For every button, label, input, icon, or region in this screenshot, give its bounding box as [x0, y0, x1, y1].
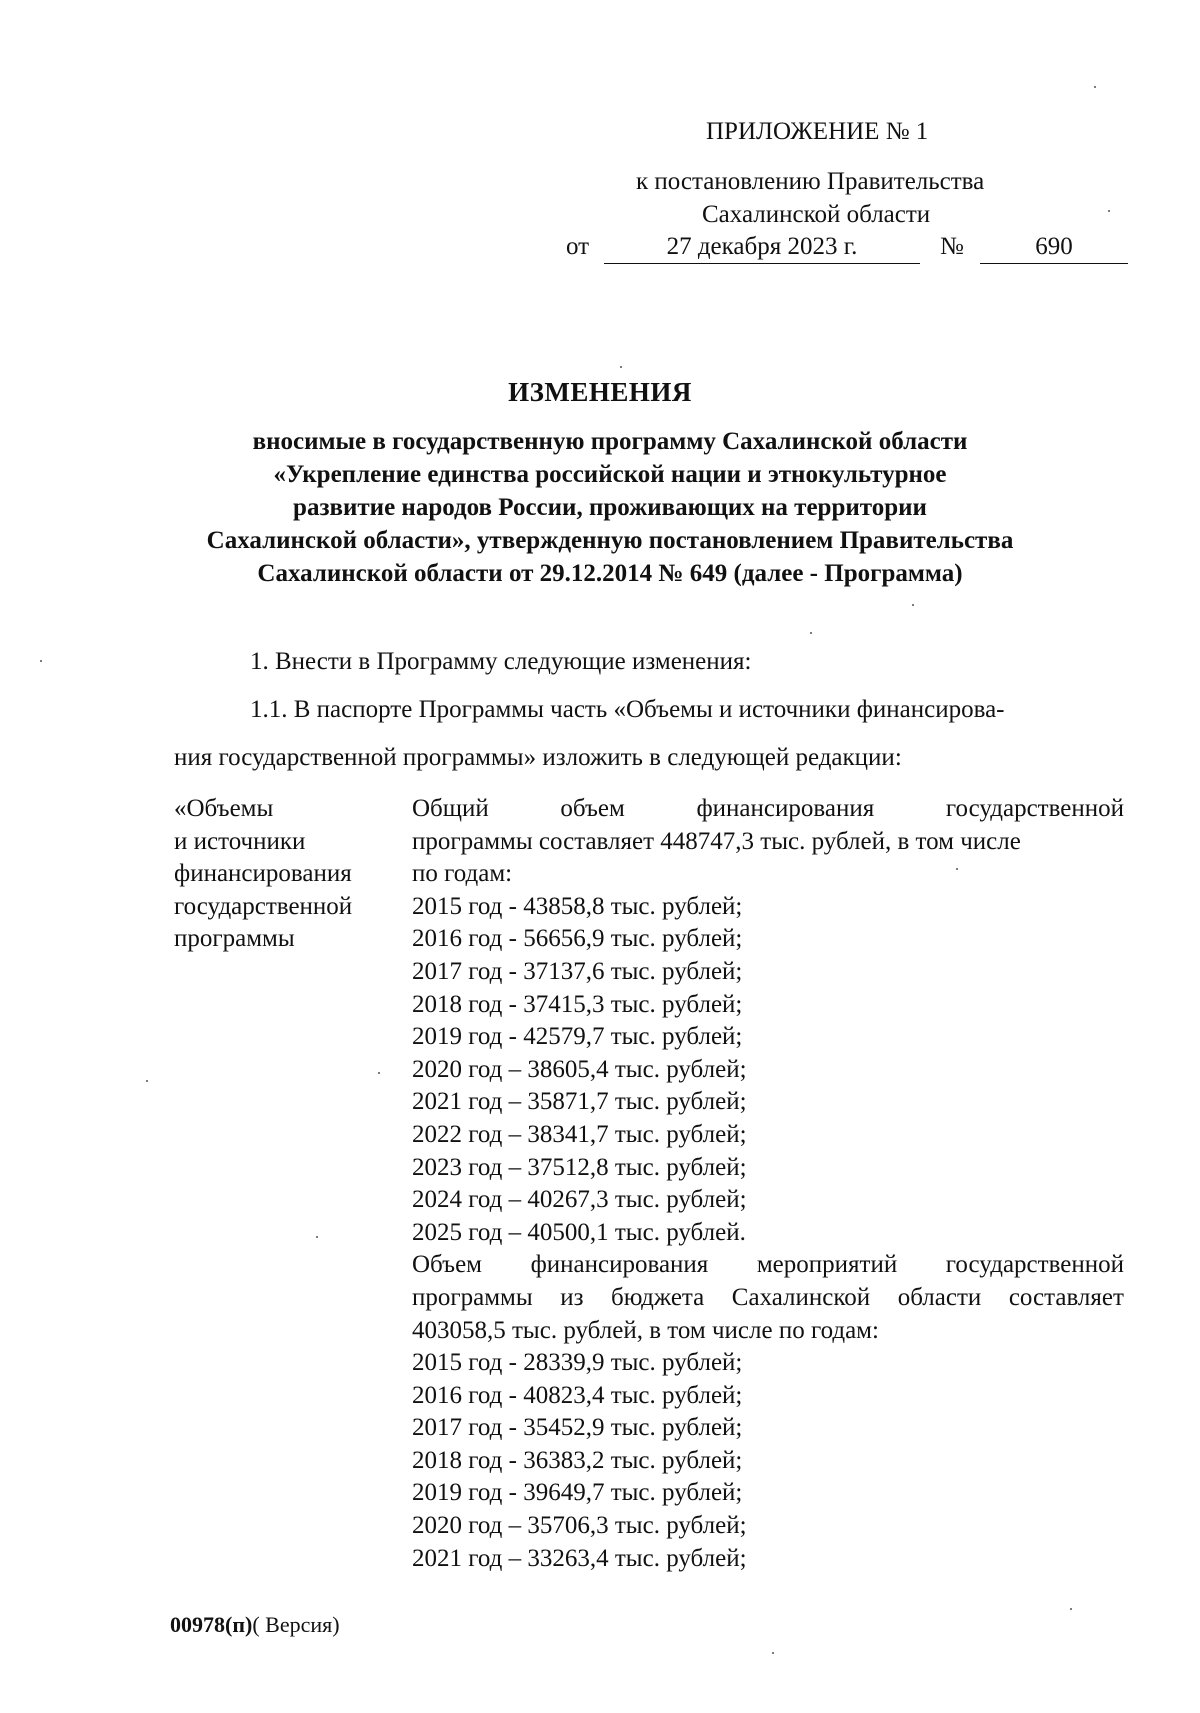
document-subtitle	[140, 425, 1080, 590]
resolution-date: 27 декабря 2023 г.	[604, 233, 920, 264]
total-by-year-list	[412, 891, 1124, 1250]
scan-speck	[1094, 86, 1096, 88]
scan-speck	[316, 1236, 318, 1238]
word: из	[560, 1283, 584, 1311]
word: Сахалинской	[731, 1283, 871, 1311]
year-funding-line: 2021 год – 35871,7 тыс. рублей;	[412, 1088, 747, 1116]
resolution-date-row	[566, 233, 1128, 267]
scan-speck	[1108, 210, 1110, 212]
year-funding-line: 2019 год - 42579,7 тыс. рублей;	[412, 1023, 743, 1051]
word: области	[897, 1283, 982, 1311]
number-prefix: №	[940, 233, 964, 260]
year-funding-line: 2018 год - 37415,3 тыс. рублей;	[412, 990, 743, 1018]
word: государственной	[945, 1251, 1124, 1279]
passport-value	[412, 793, 1124, 1575]
scan-speck	[40, 660, 42, 662]
year-regional-funding-line: 2021 год – 33263,4 тыс. рублей;	[412, 1544, 747, 1572]
year-regional-funding-line: 2015 год - 28339,9 тыс. рублей;	[412, 1349, 743, 1377]
label-line: программы	[174, 925, 295, 953]
year-funding-line: 2024 год – 40267,3 тыс. рублей;	[412, 1186, 747, 1214]
word: мероприятий	[756, 1251, 898, 1279]
total-intro-line	[412, 793, 1124, 826]
year-regional-funding-line: 2019 год - 39649,7 тыс. рублей;	[412, 1479, 743, 1507]
year-funding-line: 2020 год – 38605,4 тыс. рублей;	[412, 1055, 747, 1083]
word: государственной	[945, 795, 1124, 822]
year-regional-funding-line: 2017 год - 35452,9 тыс. рублей;	[412, 1414, 743, 1442]
subtitle-line: вносимые в государственную программу Сахалинской области	[252, 428, 968, 455]
scan-speck	[956, 868, 958, 870]
label-line: «Объемы	[174, 795, 274, 822]
scan-speck	[772, 1652, 774, 1654]
year-funding-line: 2025 год – 40500,1 тыс. рублей.	[412, 1218, 746, 1246]
total-intro-line-2: программы составляет 448747,3 тыс. рублей, в том числе	[412, 827, 1021, 855]
subtitle-line: «Укрепление единства российской нации и этнокультурное	[273, 461, 947, 488]
resolution-authority: Сахалинской области	[702, 201, 931, 228]
year-funding-line: 2022 год – 38341,7 тыс. рублей;	[412, 1120, 747, 1148]
subtitle-line: Сахалинской области», утвержденную постановлением Правительства	[206, 527, 1014, 554]
year-funding-line: 2015 год - 43858,8 тыс. рублей;	[412, 892, 743, 920]
year-regional-funding-line: 2020 год – 35706,3 тыс. рублей;	[412, 1512, 747, 1540]
paragraph-1-1-continued: ния государственной программы» изложить в следующей редакции:	[174, 744, 902, 771]
paragraph-1-1: 1.1. В паспорте Программы часть «Объемы и источники финансирова-	[250, 696, 1005, 723]
scan-speck	[620, 366, 622, 368]
paragraph-1: 1. Внести в Программу следующие изменения:	[250, 648, 752, 675]
regional-intro-line-2	[412, 1282, 1124, 1315]
passport-label	[174, 793, 399, 956]
date-prefix: от	[566, 233, 590, 260]
regional-intro-line-3: 403058,5 тыс. рублей, в том числе по годам:	[412, 1316, 879, 1344]
word: финансирования	[530, 1251, 709, 1279]
scan-speck	[912, 604, 914, 606]
word: бюджета	[611, 1283, 705, 1311]
word: финансирования	[696, 795, 875, 822]
document-footer	[170, 1612, 340, 1638]
label-line: государственной	[174, 892, 353, 920]
word: Объем	[412, 1251, 482, 1279]
scan-speck	[1070, 1608, 1072, 1610]
resolution-reference: к постановлению Правительства	[636, 168, 985, 195]
total-intro-line-3: по годам:	[412, 860, 513, 888]
year-funding-line: 2016 год - 56656,9 тыс. рублей;	[412, 925, 743, 953]
year-regional-funding-line: 2016 год - 40823,4 тыс. рублей;	[412, 1381, 743, 1409]
year-funding-line: 2017 год - 37137,6 тыс. рублей;	[412, 957, 743, 985]
label-line: финансирования	[174, 860, 352, 888]
scan-speck	[378, 1072, 380, 1074]
document-code: 00978(п)	[170, 1612, 253, 1637]
appendix-title: ПРИЛОЖЕНИЕ № 1	[706, 118, 929, 145]
regional-intro-line	[412, 1249, 1124, 1282]
scan-speck	[810, 632, 812, 634]
document-version: ( Версия)	[252, 1612, 340, 1637]
label-line: и источники	[174, 827, 306, 855]
resolution-number: 690	[980, 233, 1128, 264]
subtitle-line: развитие народов России, проживающих на территории	[293, 494, 927, 521]
subtitle-line: Сахалинской области от 29.12.2014 № 649 (далее - Программа)	[257, 560, 963, 587]
word: Общий	[412, 795, 489, 822]
year-regional-funding-line: 2018 год - 36383,2 тыс. рублей;	[412, 1446, 743, 1474]
regional-by-year-list	[412, 1347, 1124, 1575]
word: объем	[560, 795, 625, 822]
scan-speck	[146, 1080, 148, 1082]
document-title: ИЗМЕНЕНИЯ	[508, 377, 692, 407]
year-funding-line: 2023 год – 37512,8 тыс. рублей;	[412, 1153, 747, 1181]
word: составляет	[1008, 1283, 1124, 1311]
word: программы	[412, 1283, 533, 1311]
